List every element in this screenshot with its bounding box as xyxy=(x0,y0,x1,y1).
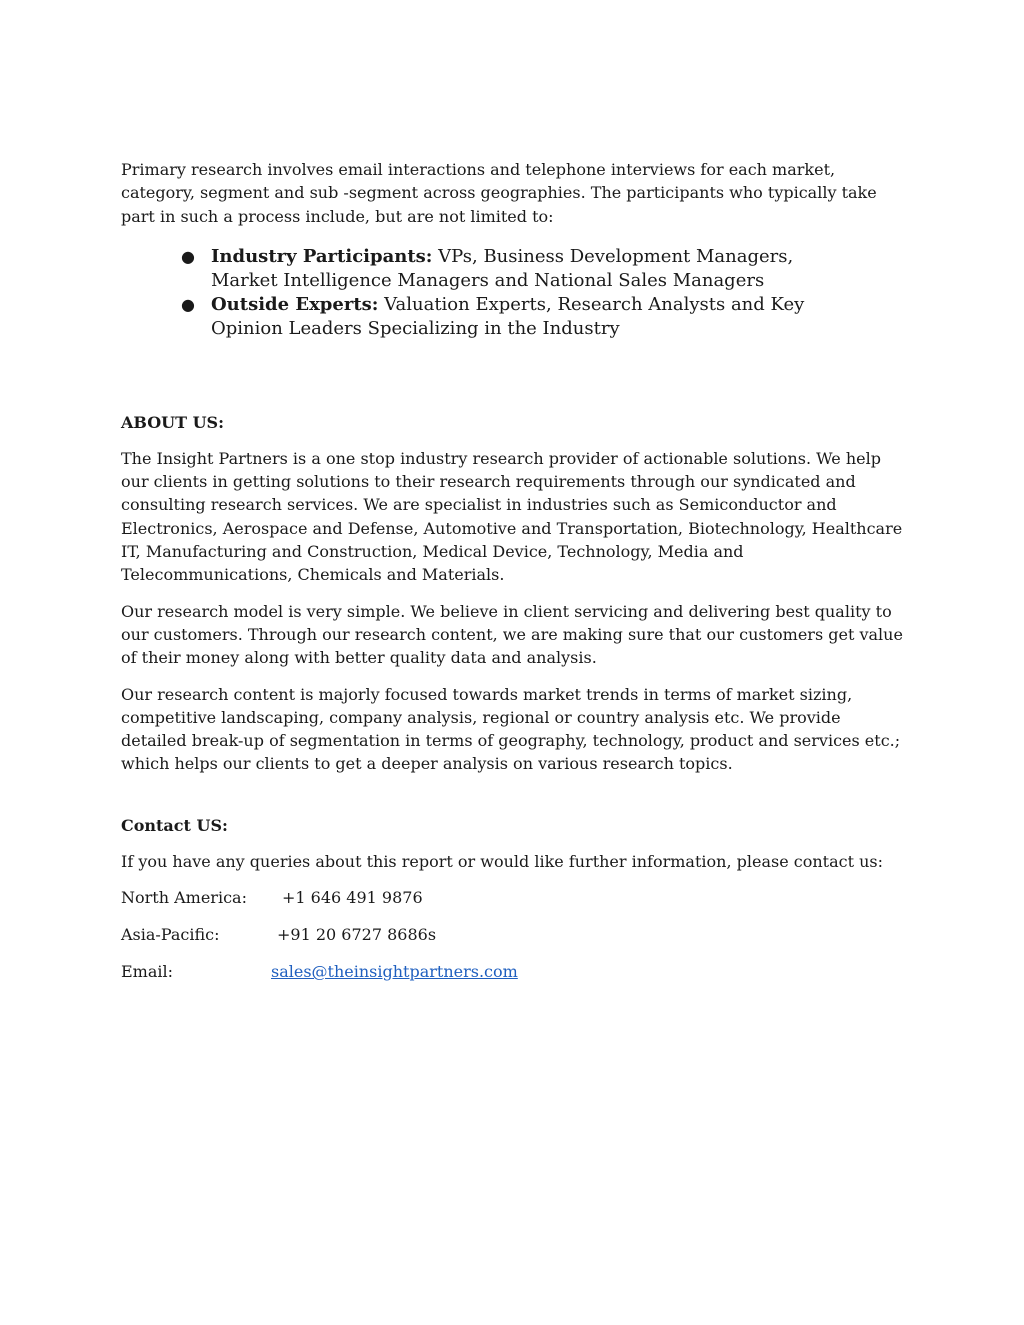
participants-list xyxy=(121,245,911,341)
contact-row-north-america xyxy=(121,886,911,909)
contact-label: Email: xyxy=(121,962,174,982)
phone-number: +1 646 491 9876 xyxy=(282,888,423,908)
bullet-text: VPs, Business Development Managers, Market Intelligence Managers and National Sales Managers xyxy=(211,245,794,291)
about-paragraph: Our research model is very simple. We believe in client servicing and delivering best quality to our customers. Through our research content, we are making sure that our customers get value of their money along with better quality data and analysis. xyxy=(121,601,903,668)
contact-label: North America: xyxy=(121,888,247,908)
contact-row-asia-pacific xyxy=(121,923,911,946)
contact-row-email xyxy=(121,960,911,983)
document-page xyxy=(121,158,911,997)
email-link[interactable]: sales@theinsightpartners.com xyxy=(271,962,518,982)
about-paragraph: Our research content is majorly focused towards market trends in terms of market sizing, competitive landscaping, company analysis, regional or country analysis etc. We provide detailed break-up of segmentation in terms of geography, technology, product and services etc.; which helps our clients to get a deeper analysis on various research topics. xyxy=(121,684,901,774)
about-paragraph: The Insight Partners is a one stop industry research provider of actionable solutions. We help our clients in getting solutions to their research requirements through our syndicated and consulting research services. We are specialist in industries such as Semiconductor and Electronics, Aerospace and Defense, Automotive and Transportation, Biotechnology, Healthcare IT, Manufacturing and Construction, Medical Device, Technology, Media and Telecommunications, Chemicals and Materials. xyxy=(121,448,903,585)
bullet-text: Valuation Experts, Research Analysts and Key Opinion Leaders Specializing in the Industry xyxy=(211,293,805,339)
phone-number: +91 20 6727 8686s xyxy=(277,925,437,945)
bullet-title: Outside Experts: xyxy=(211,293,379,315)
list-item xyxy=(121,245,851,293)
intro-paragraph: Primary research involves email interactions and telephone interviews for each market, category, segment and sub -segment across geographies. The participants who typically take part in such a process include, but are not limited to: xyxy=(121,160,877,226)
contact-label: Asia-Pacific: xyxy=(121,925,220,945)
bullet-title: Industry Participants: xyxy=(211,245,433,267)
about-heading: ABOUT US: xyxy=(121,412,225,432)
bullet-icon: ● xyxy=(181,294,195,314)
list-item xyxy=(121,293,851,341)
contact-intro: If you have any queries about this report or would like further information, please contact us: xyxy=(121,851,883,871)
contact-heading: Contact US: xyxy=(121,815,228,835)
bullet-icon: ● xyxy=(181,246,195,266)
